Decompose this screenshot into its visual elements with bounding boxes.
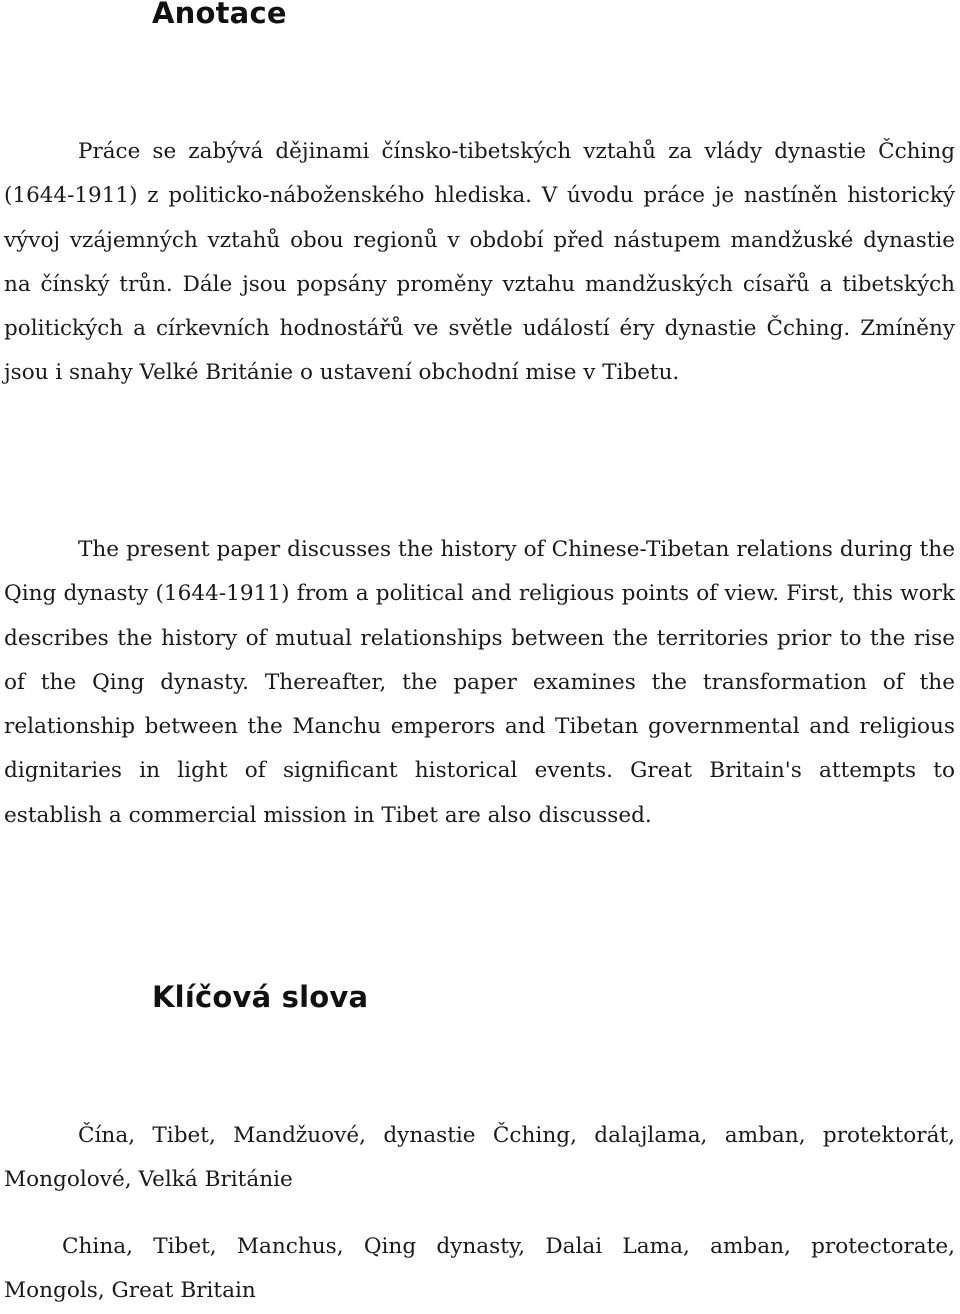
keywords-heading: Klíčová slova <box>152 980 369 1014</box>
abstract-english-paragraph: The present paper discusses the history of Chinese-Tibetan relations during the Qing dynasty (1644-1911) from a political and religious points of view. First, this work describes the history of mutual relationships between the territories prior to the rise of the Qing dynasty. Thereafter, the paper examines the transformation of the relationship between the Manchu emperors and Tibetan governmental and religious dignitaries in light of significant historical events. Great Britain's attempts to establish a commercial mission in Tibet are also discussed. <box>4 537 955 828</box>
abstract-heading: Anotace <box>152 0 287 30</box>
abstract-czech-paragraph: Práce se zabývá dějinami čínsko-tibetských vztahů za vlády dynastie Čching (1644-1911) z politicko-náboženského hlediska. V úvodu práce je nastíněn historický vývoj vzájemných vztahů obou regionů v období před nástupem mandžuské dynastie na čínský trůn. Dále jsou popsány proměny vztahu mandžuských císařů a tibetských politických a církevních hodnostářů ve světle událostí éry dynastie Čching. Zmíněny jsou i snahy Velké Británie o ustavení obchodní mise v Tibetu. <box>4 139 955 386</box>
keywords-english: China, Tibet, Manchus, Qing dynasty, Dalai Lama, amban, protectorate, Mongols, Great Britain <box>4 1234 955 1304</box>
keywords-czech: Čína, Tibet, Mandžuové, dynastie Čching, dalajlama, amban, protektorát, Mongolové, Velká Británie <box>4 1123 955 1193</box>
